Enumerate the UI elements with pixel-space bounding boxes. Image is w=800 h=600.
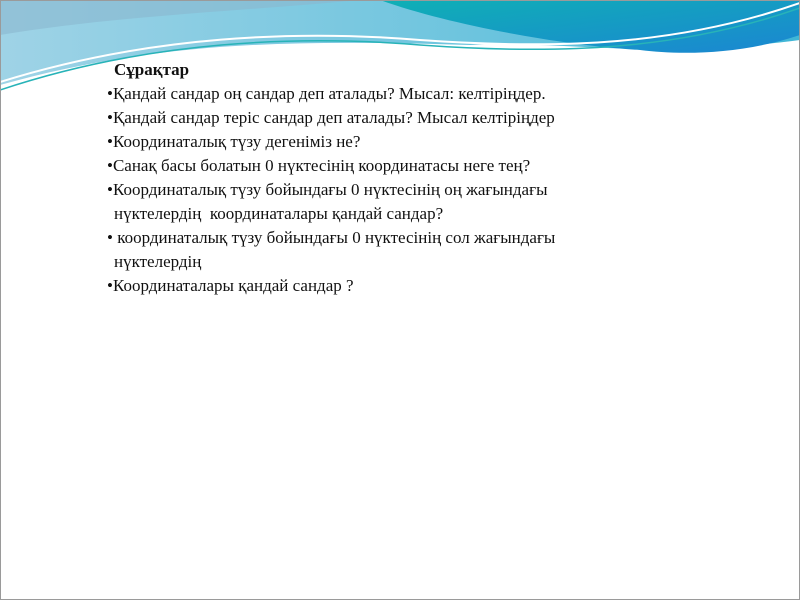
slide-title: Сұрақтар: [114, 60, 190, 79]
slide-content: [107, 58, 707, 298]
question-line: • координаталық түзу бойындағы 0 нүктесінің сол жағындағы: [107, 228, 556, 247]
question-line: •Санақ басы болатын 0 нүктесінің координатасы неге тең?: [107, 156, 531, 175]
question-line: •Координаталары қандай сандар ?: [107, 276, 354, 295]
question-line-continuation: нүктелердің: [114, 252, 202, 271]
question-line-continuation: нүктелердің координаталары қандай сандар?: [114, 204, 444, 223]
question-line: •Координаталық түзу бойындағы 0 нүктесінің оң жағындағы: [107, 180, 548, 199]
question-line: •Координаталық түзу дегеніміз не?: [107, 132, 361, 151]
question-line: •Қандай сандар теріс сандар деп аталады? Мысал келтіріңдер: [107, 108, 555, 127]
question-line: •Қандай сандар оң сандар деп аталады? Мысал: келтіріңдер.: [107, 84, 546, 103]
